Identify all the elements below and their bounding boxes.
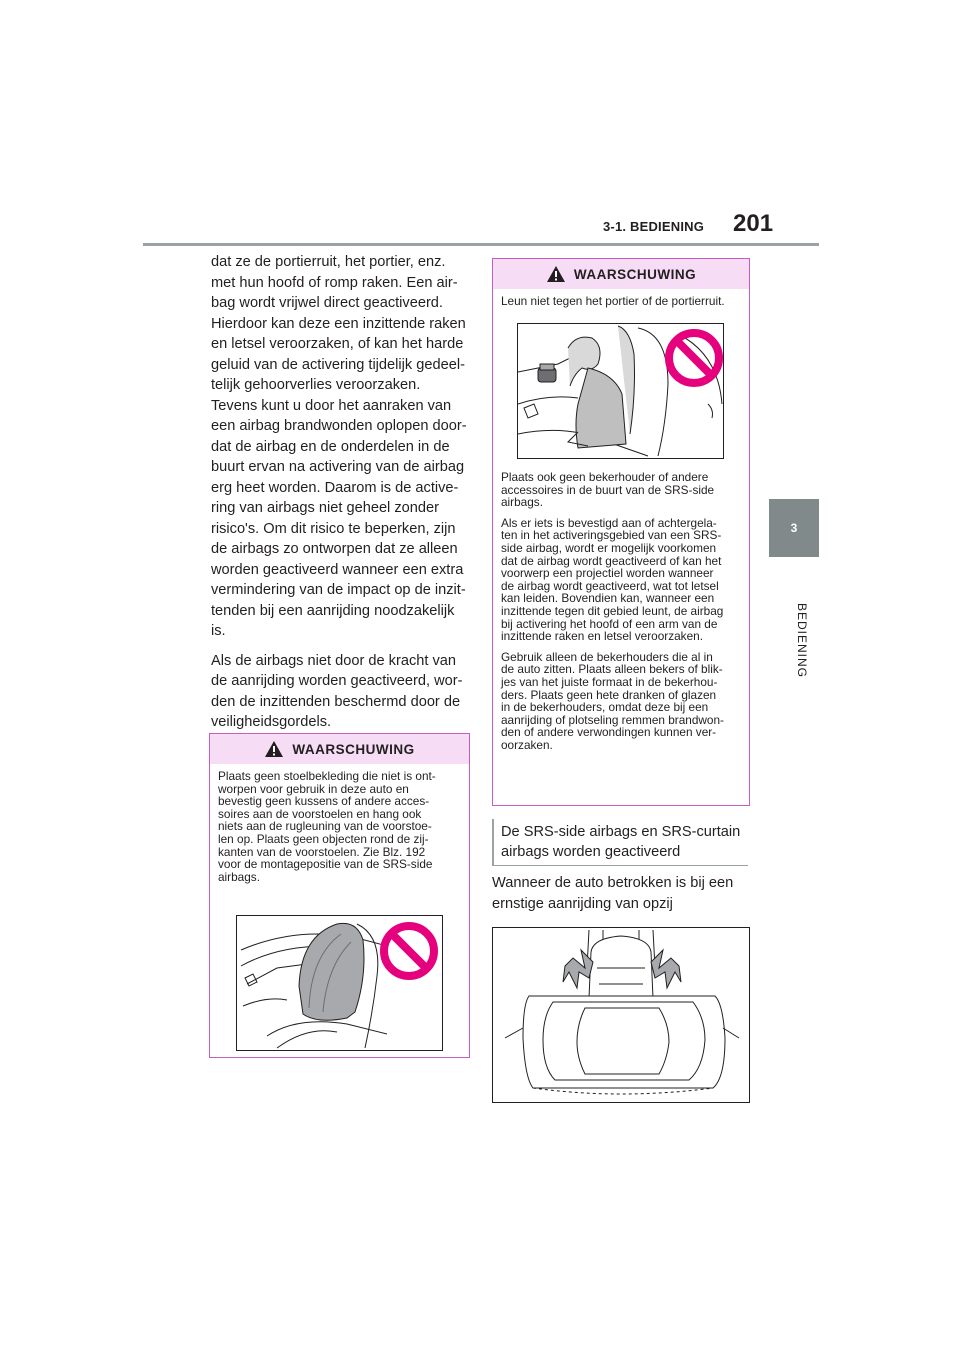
text-line: erg heet worden. Daarom is de active- [211, 479, 459, 496]
text-line: bij activering het hoofd of een arm van de [501, 616, 718, 631]
text-line: side airbag, wordt er mogelijk voorkomen [501, 540, 717, 555]
text-line: worden geactiveerd wanneer een extra [211, 561, 464, 578]
chapter-tab: 3 [769, 499, 819, 557]
text-line: geluid van de activering tijdelijk gedeel- [211, 356, 465, 373]
text-line: dat de airbag wordt geactiveerd of kan het [501, 553, 722, 568]
paragraph [211, 252, 469, 642]
text-line: dat de airbag en de onderdelen in de [211, 438, 450, 455]
text-line: jes van het juiste formaat in de bekerhou- [501, 674, 718, 689]
heading-line: De SRS-side airbags en SRS-curtain [501, 824, 741, 840]
text-line: een airbag brandwonden oplopen door- [211, 418, 467, 434]
warning-text [493, 471, 732, 759]
text-line: worpen voor gebruik in deze auto en [218, 781, 409, 796]
text-line: de aanrijding worden geactiveerd, wor- [211, 673, 463, 689]
text-line: telijk gehoorverlies veroorzaken. [211, 377, 421, 393]
text-line: de airbags zo ontworpen dat ze alleen [211, 541, 458, 557]
text-line: niets aan de rugleuning van de voorstoe- [218, 819, 432, 834]
text-line: bevestig geen kussens of andere acces- [218, 794, 430, 809]
text-line: tenden bij een aanrijding noodzakelijk [211, 602, 455, 619]
text-line: bag wordt vrijwel direct geactiveerd. [211, 295, 443, 311]
text-line: Plaats ook geen bekerhouder of andere [501, 470, 709, 484]
paragraph [211, 651, 469, 733]
text-line: Tevens kunt u door het aanraken van [211, 397, 452, 414]
text-line: Als er iets is bevestigd aan of achtergela- [501, 515, 717, 530]
paragraph [501, 517, 724, 643]
text-line: ernstige aanrijding van opzij [492, 895, 673, 912]
text-line: airbags. [218, 869, 260, 884]
text-line: den de inzittenden beschermd door de [211, 693, 461, 710]
text-line: ders. Plaats geen hete dranken of glazen [501, 687, 717, 702]
prohibition-sign-icon [384, 926, 434, 976]
chapter-label: BEDIENING [795, 603, 809, 679]
text-line: len op. Plaats geen objecten rond de zij- [218, 831, 429, 846]
header-rule [143, 243, 819, 246]
text-line: Plaats geen stoelbekleding die niet is ont- [218, 769, 436, 783]
text-line: inzittende tegen dit gebied leunt, de airbag [501, 603, 724, 618]
warning-intro: Leun niet tegen het portier of de portierruit. [501, 294, 725, 308]
prohibition-sign-icon [669, 333, 719, 383]
warning-title: WAARSCHUWING [292, 741, 415, 757]
text-line: de auto zitten. Plaats alleen bekers of blik- [501, 662, 723, 677]
text-line: ten in het activeringsgebied van een SRS- [501, 528, 722, 543]
text-line: dat ze de portierruit, het portier, enz. [211, 254, 446, 270]
text-line: Wanneer de auto betrokken is bij een [492, 875, 734, 891]
text-line: de airbag wordt geactiveerd, wat tot letsel [501, 578, 719, 593]
text-line: oorzaken. [501, 737, 553, 752]
text-line: aanrijding of plotseling remmen brandwon- [501, 712, 724, 727]
figure-seat-airbag [236, 915, 443, 1051]
text-line: Als de airbags niet door de kracht van [211, 652, 456, 669]
page-number: 201 [733, 210, 774, 237]
text-line: Gebruik alleen de bekerhouders die al in [501, 649, 713, 664]
text-line: den of andere verwondingen kunnen ver- [501, 725, 717, 740]
text-line: ring van airbags niet geheel zonder [211, 500, 439, 516]
figure-leaning-occupant [517, 323, 724, 459]
warning-box-left [209, 733, 470, 1058]
text-line: soires aan de voorstoelen en hang ook [218, 806, 422, 821]
text-line: buurt ervan na activering van de airbag [211, 459, 465, 475]
warning-header [210, 734, 469, 764]
text-line: kan leiden. Bovendien kan, wanneer een [501, 591, 715, 606]
text-line: veiligheidsgordels. [211, 714, 332, 730]
warning-header [493, 259, 749, 289]
text-line: vermindering van de impact op de inzit- [211, 582, 466, 598]
warning-triangle-icon [264, 740, 284, 758]
text-line: accessoires in de buurt van de SRS-side [501, 482, 715, 497]
heading-line: airbags worden geactiveerd [501, 844, 681, 860]
paragraph [501, 651, 724, 752]
paragraph [218, 770, 461, 883]
warning-box-right [492, 258, 750, 806]
text-line: inzittende raken en letsel veroorzaken. [501, 629, 703, 644]
subsection-text [492, 873, 733, 914]
figure-side-collision [492, 927, 750, 1103]
text-line: in de bekerhouders, omdat deze bij een [501, 700, 709, 715]
text-line: voorwerp een projectiel worden wanneer [501, 566, 714, 581]
paragraph [501, 471, 724, 509]
warning-triangle-icon [546, 265, 566, 283]
warning-title: WAARSCHUWING [573, 266, 697, 282]
body-text-left [211, 252, 469, 742]
text-line: voor de montagepositie van de SRS-side [218, 857, 433, 872]
text-line: Hierdoor kan deze een inzittende raken [211, 315, 466, 332]
text-line: airbags. [501, 495, 543, 510]
text-line: is. [211, 623, 226, 639]
warning-text [210, 770, 469, 883]
section-title: 3-1. BEDIENING [603, 219, 705, 234]
text-line: risico's. Om dit risico te beperken, zijn [211, 520, 456, 537]
text-line: en letsel veroorzaken, of kan het harde [211, 336, 464, 352]
text-line: met hun hoofd of romp raken. Een air- [211, 274, 458, 291]
text-line: kanten van de voorstoelen. Zie Blz. 192 [218, 844, 426, 859]
subsection-heading [492, 819, 748, 866]
